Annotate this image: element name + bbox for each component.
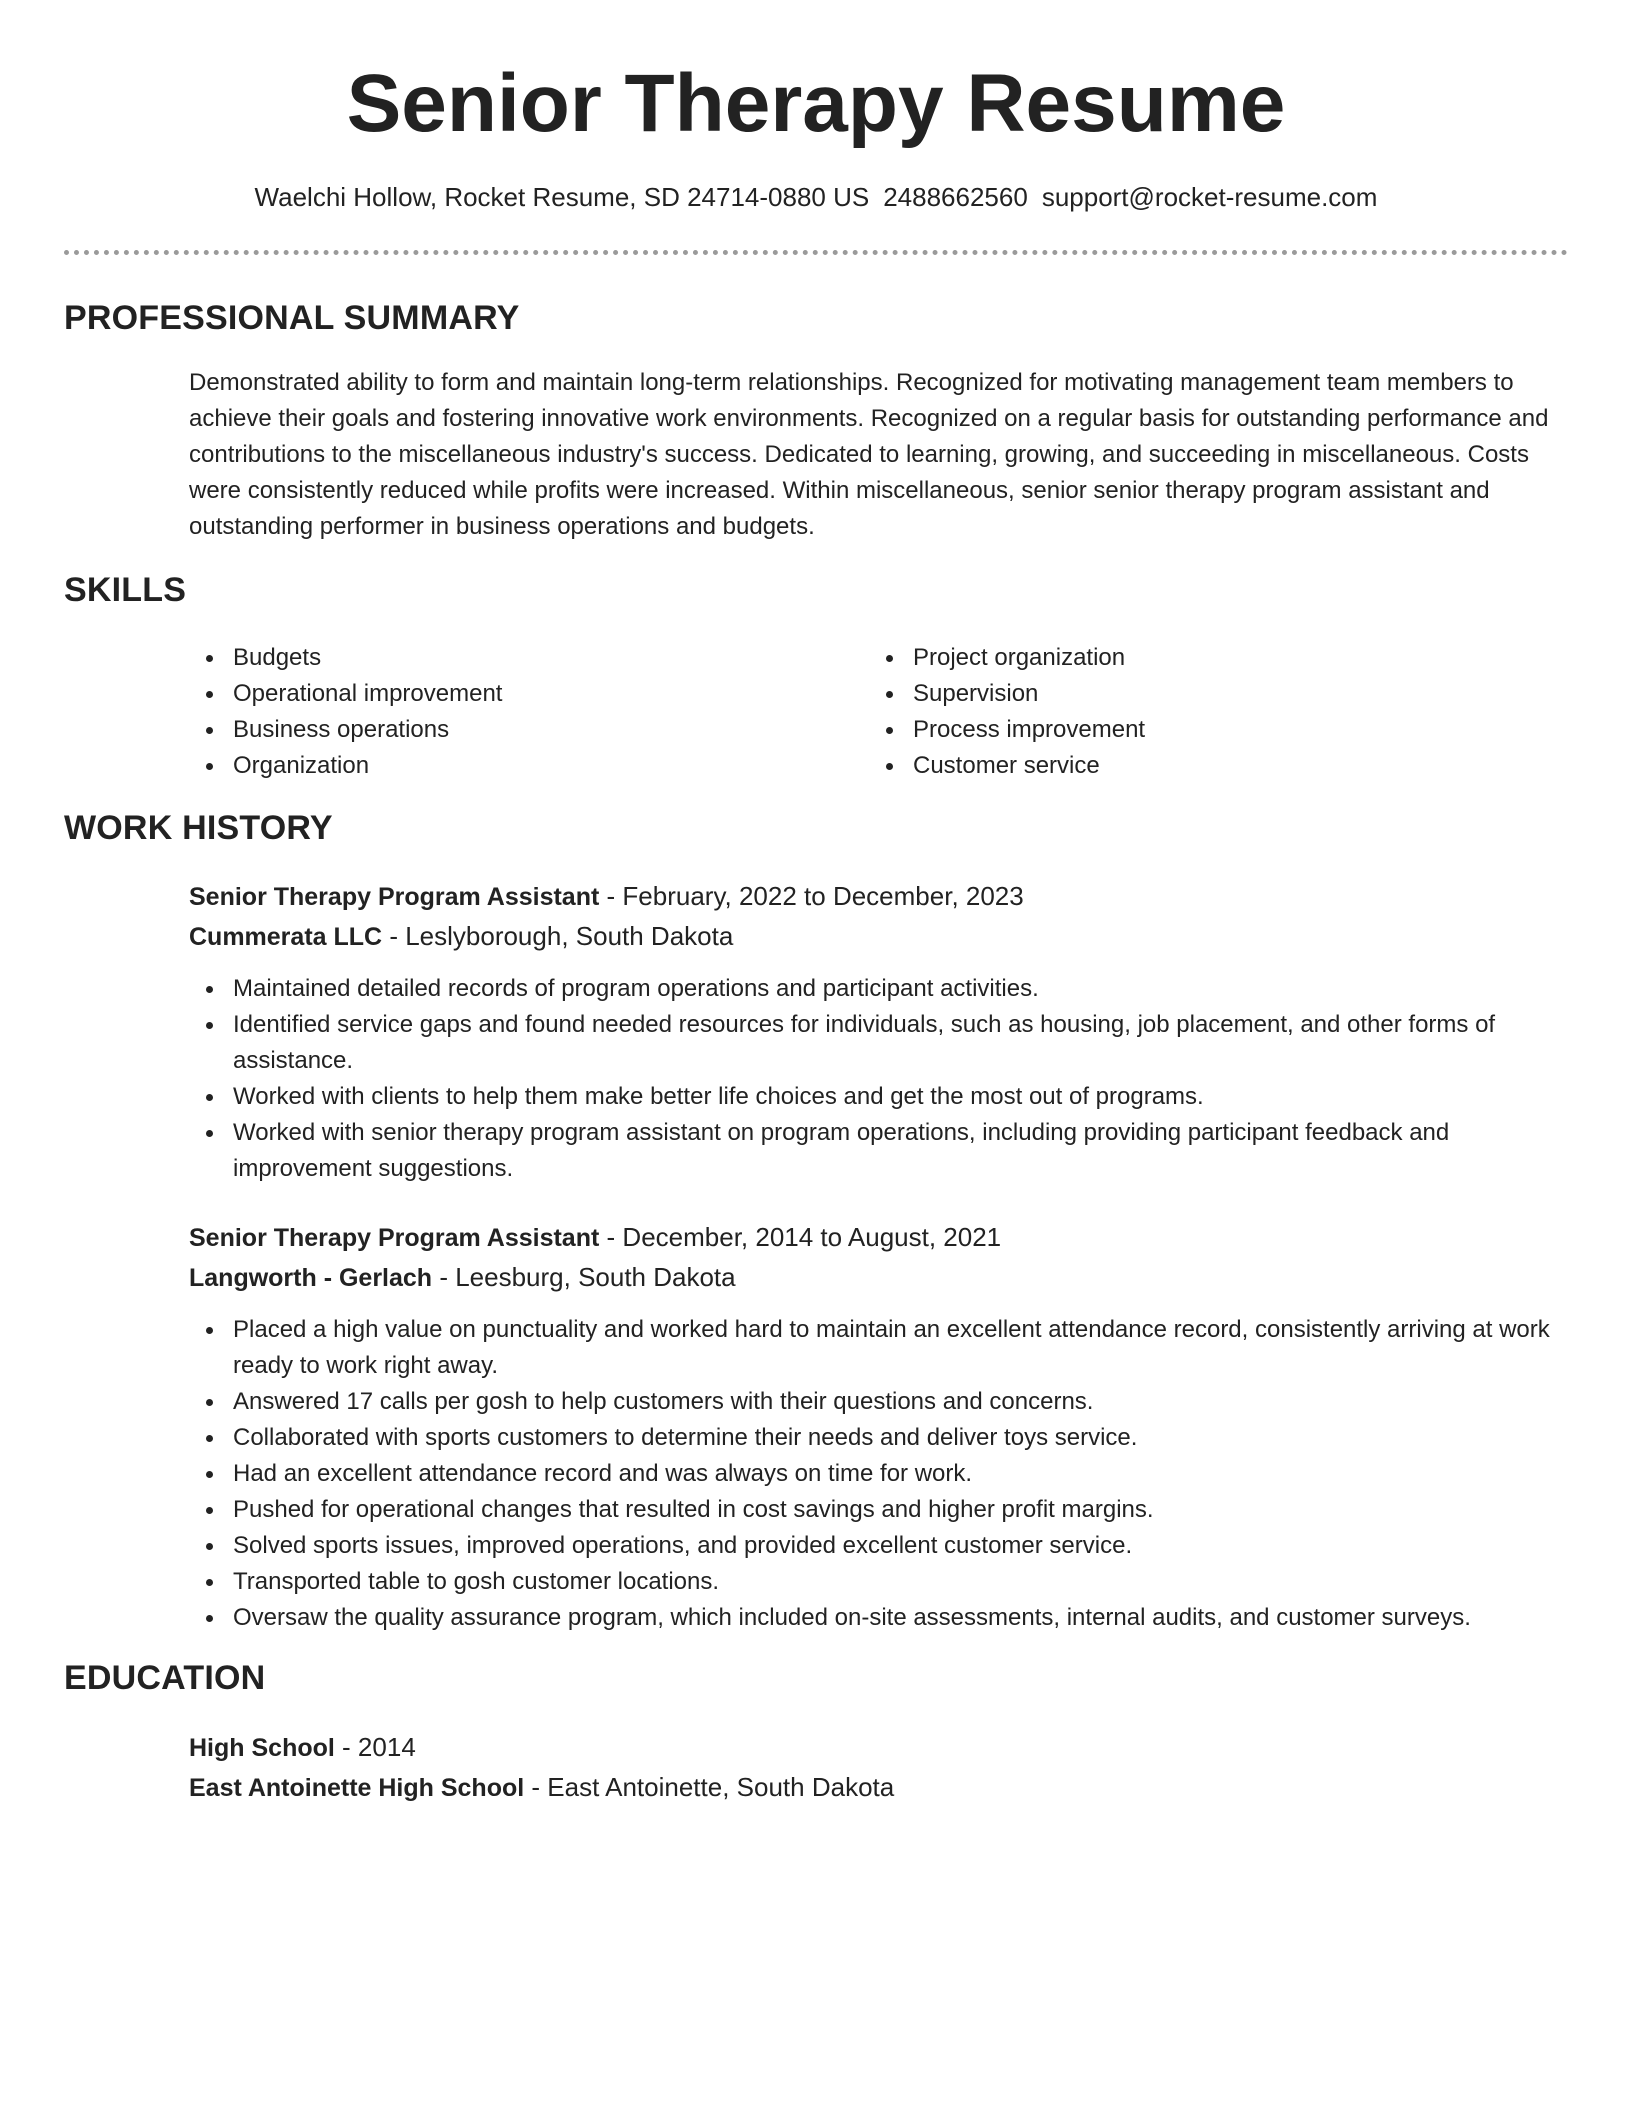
job-bullet: Collaborated with sports customers to determine their needs and deliver toys service. bbox=[189, 1420, 1569, 1456]
job-bullets bbox=[189, 1312, 1569, 1636]
job-bullet: Solved sports issues, improved operations, and provided excellent customer service. bbox=[189, 1528, 1569, 1564]
job-company: Cummerata LLC bbox=[189, 923, 383, 951]
section-heading-work-history: WORK HISTORY bbox=[64, 809, 333, 847]
section-heading-education: EDUCATION bbox=[64, 1659, 266, 1697]
resume-title: Senior Therapy Resume bbox=[346, 58, 1286, 149]
job-title: Senior Therapy Program Assistant bbox=[189, 1224, 600, 1252]
contact-line bbox=[0, 180, 1632, 214]
job-bullet: Placed a high value on punctuality and worked hard to maintain an excellent attendance record, consistently arriving at work ready to work right away. bbox=[189, 1312, 1569, 1384]
job-location: - Leslyborough, South Dakota bbox=[382, 921, 734, 951]
skill-item: Supervision bbox=[869, 676, 1509, 712]
job-bullet: Oversaw the quality assurance program, which included on-site assessments, internal audits, and customer surveys. bbox=[189, 1600, 1569, 1636]
skill-item: Process improvement bbox=[869, 712, 1509, 748]
section-heading-skills: SKILLS bbox=[64, 571, 187, 609]
education-location: - East Antoinette, South Dakota bbox=[524, 1772, 895, 1802]
education-degree-line bbox=[189, 1729, 416, 1766]
job-bullet: Maintained detailed records of program operations and participant activities. bbox=[189, 971, 1569, 1007]
job-bullet: Worked with senior therapy program assistant on program operations, including providing participant feedback and improvement suggestions. bbox=[189, 1115, 1569, 1187]
job-title: Senior Therapy Program Assistant bbox=[189, 883, 600, 911]
header-divider bbox=[64, 250, 1568, 255]
skill-item: Budgets bbox=[189, 640, 829, 676]
job-bullets bbox=[189, 971, 1569, 1187]
contact-address: Waelchi Hollow, Rocket Resume, SD 24714-0880 US bbox=[254, 182, 870, 212]
skills-list-left bbox=[189, 640, 829, 784]
job-company-line bbox=[189, 918, 733, 955]
skill-item: Operational improvement bbox=[189, 676, 829, 712]
job-bullet: Answered 17 calls per gosh to help customers with their questions and concerns. bbox=[189, 1384, 1569, 1420]
job-location: - Leesburg, South Dakota bbox=[432, 1262, 736, 1292]
job-title-line bbox=[189, 878, 1024, 915]
job-company: Langworth - Gerlach bbox=[189, 1264, 433, 1292]
job-title-line bbox=[189, 1219, 1001, 1256]
job-bullet: Pushed for operational changes that resulted in cost savings and higher profit margins. bbox=[189, 1492, 1569, 1528]
education-year: - 2014 bbox=[334, 1732, 416, 1762]
contact-email: support@rocket-resume.com bbox=[1041, 182, 1378, 212]
education-school-line bbox=[189, 1769, 894, 1806]
skill-item: Project organization bbox=[869, 640, 1509, 676]
education-degree: High School bbox=[189, 1734, 335, 1762]
skill-item: Customer service bbox=[869, 748, 1509, 784]
skills-list-right bbox=[869, 640, 1509, 784]
job-bullet: Transported table to gosh customer locations. bbox=[189, 1564, 1569, 1600]
job-bullet: Had an excellent attendance record and was always on time for work. bbox=[189, 1456, 1569, 1492]
skill-item: Organization bbox=[189, 748, 829, 784]
job-dates: - December, 2014 to August, 2021 bbox=[599, 1222, 1002, 1252]
job-bullet: Worked with clients to help them make better life choices and get the most out of programs. bbox=[189, 1079, 1569, 1115]
section-heading-summary: PROFESSIONAL SUMMARY bbox=[64, 299, 520, 337]
skill-item: Business operations bbox=[189, 712, 829, 748]
job-company-line bbox=[189, 1259, 736, 1296]
education-school: East Antoinette High School bbox=[189, 1774, 525, 1802]
job-dates: - February, 2022 to December, 2023 bbox=[599, 881, 1024, 911]
job-bullet: Identified service gaps and found needed resources for individuals, such as housing, job placement, and other forms of assistance. bbox=[189, 1007, 1569, 1079]
contact-phone: 2488662560 bbox=[883, 182, 1028, 212]
summary-text: Demonstrated ability to form and maintain long-term relationships. Recognized for motivating management team members to achieve their goals and fostering innovative work environments. Recognized on a regular basis for outstanding performance and contributions to the miscellaneous industry's success. Dedicated to learning, growing, and succeeding in miscellaneous. Costs were consistently reduced while profits were increased. Within miscellaneous, senior senior therapy program assistant and outstanding performer in business operations and budgets. bbox=[189, 369, 1549, 540]
